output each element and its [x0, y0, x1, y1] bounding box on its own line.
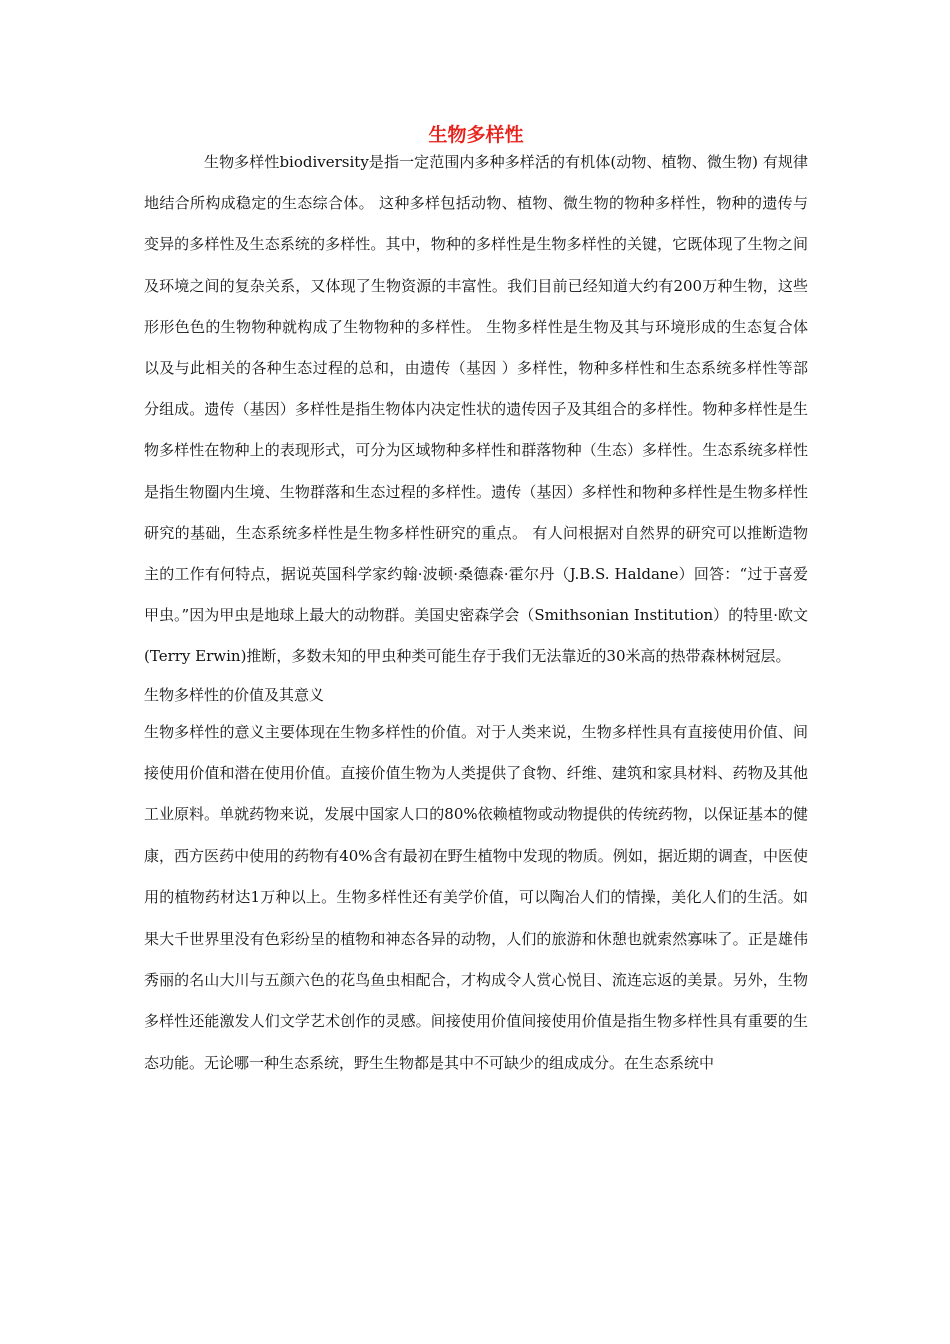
section-heading: 生物多样性的价值及其意义 [144, 685, 325, 704]
value-paragraph: 生物多样性的意义主要体现在生物多样性的价值。对于人类来说，生物多样性具有直接使用价值、间接使用价值和潜在使用价值。直接价值生物为人类提供了食物、纤维、建筑和家具材料、药物及其他工业原料。单就药物来说，发展中国家人口的80%依赖植物或动物提供的传统药物，以保证基本的健康，西方医药中使用的药物有40%含有最初在野生植物中发现的物质。例如，据近期的调查，中医使用的植物药材达1万种以上。生物多样性还有美学价值，可以陶冶人们的情操，美化人们的生活。如果大千世界里没有色彩纷呈的植物和神态各异的动物，人们的旅游和休憩也就索然寡味了。正是雄伟秀丽的名山大川与五颜六色的花鸟鱼虫相配合，才构成令人赏心悦目、流连忘返的美景。另外，生物多样性还能激发人们文学艺术创作的灵感。间接使用价值间接使用价值是指生物多样性具有重要的生态功能。无论哪一种生态系统，野生生物都是其中不可缺少的组成成分。在生态系统中 [144, 722, 808, 1072]
document-body [144, 118, 808, 1084]
document-title: 生物多样性 [428, 124, 524, 146]
intro-paragraph: 生物多样性biodiversity是指一定范围内多种多样活的有机体(动物、植物、微生物) 有规律地结合所构成稳定的生态综合体。 这种多样包括动物、植物、微生物的物种多样性，物种的遗传与变异的多样性及生态系统的多样性。其中，物种的多样性是生物多样性的关键，它既体现了生物之间及环境之间的复杂关系，又体现了生物资源的丰富性。我们目前已经知道大约有200万种生物，这些形形色色的生物物种就构成了生物物种的多样性。 生物多样性是生物及其与环境形成的生态复合体以及与此相关的各种生态过程的总和，由遗传（基因 ）多样性，物种多样性和生态系统多样性等部分组成。遗传（基因）多样性是指生物体内决定性状的遗传因子及其组合的多样性。物种多样性是生物多样性在物种上的表现形式，可分为区域物种多样性和群落物种（生态）多样性。生态系统多样性是指生物圈内生境、生物群落和生态过程的多样性。遗传（基因）多样性和物种多样性是生物多样性研究的基础，生态系统多样性是生物多样性研究的重点。 有人问根据对自然界的研究可以推断造物主的工作有何特点，据说英国科学家约翰·波顿·桑德森·霍尔丹（J.B.S. Haldane）回答：“过于喜爱甲虫。”因为甲虫是地球上最大的动物群。美国史密森学会（Smithsonian Institution）的特里·欧文(Terry Erwin)推断，多数未知的甲虫种类可能生存于我们无法靠近的30米高的热带森林树冠层。 [144, 153, 808, 666]
